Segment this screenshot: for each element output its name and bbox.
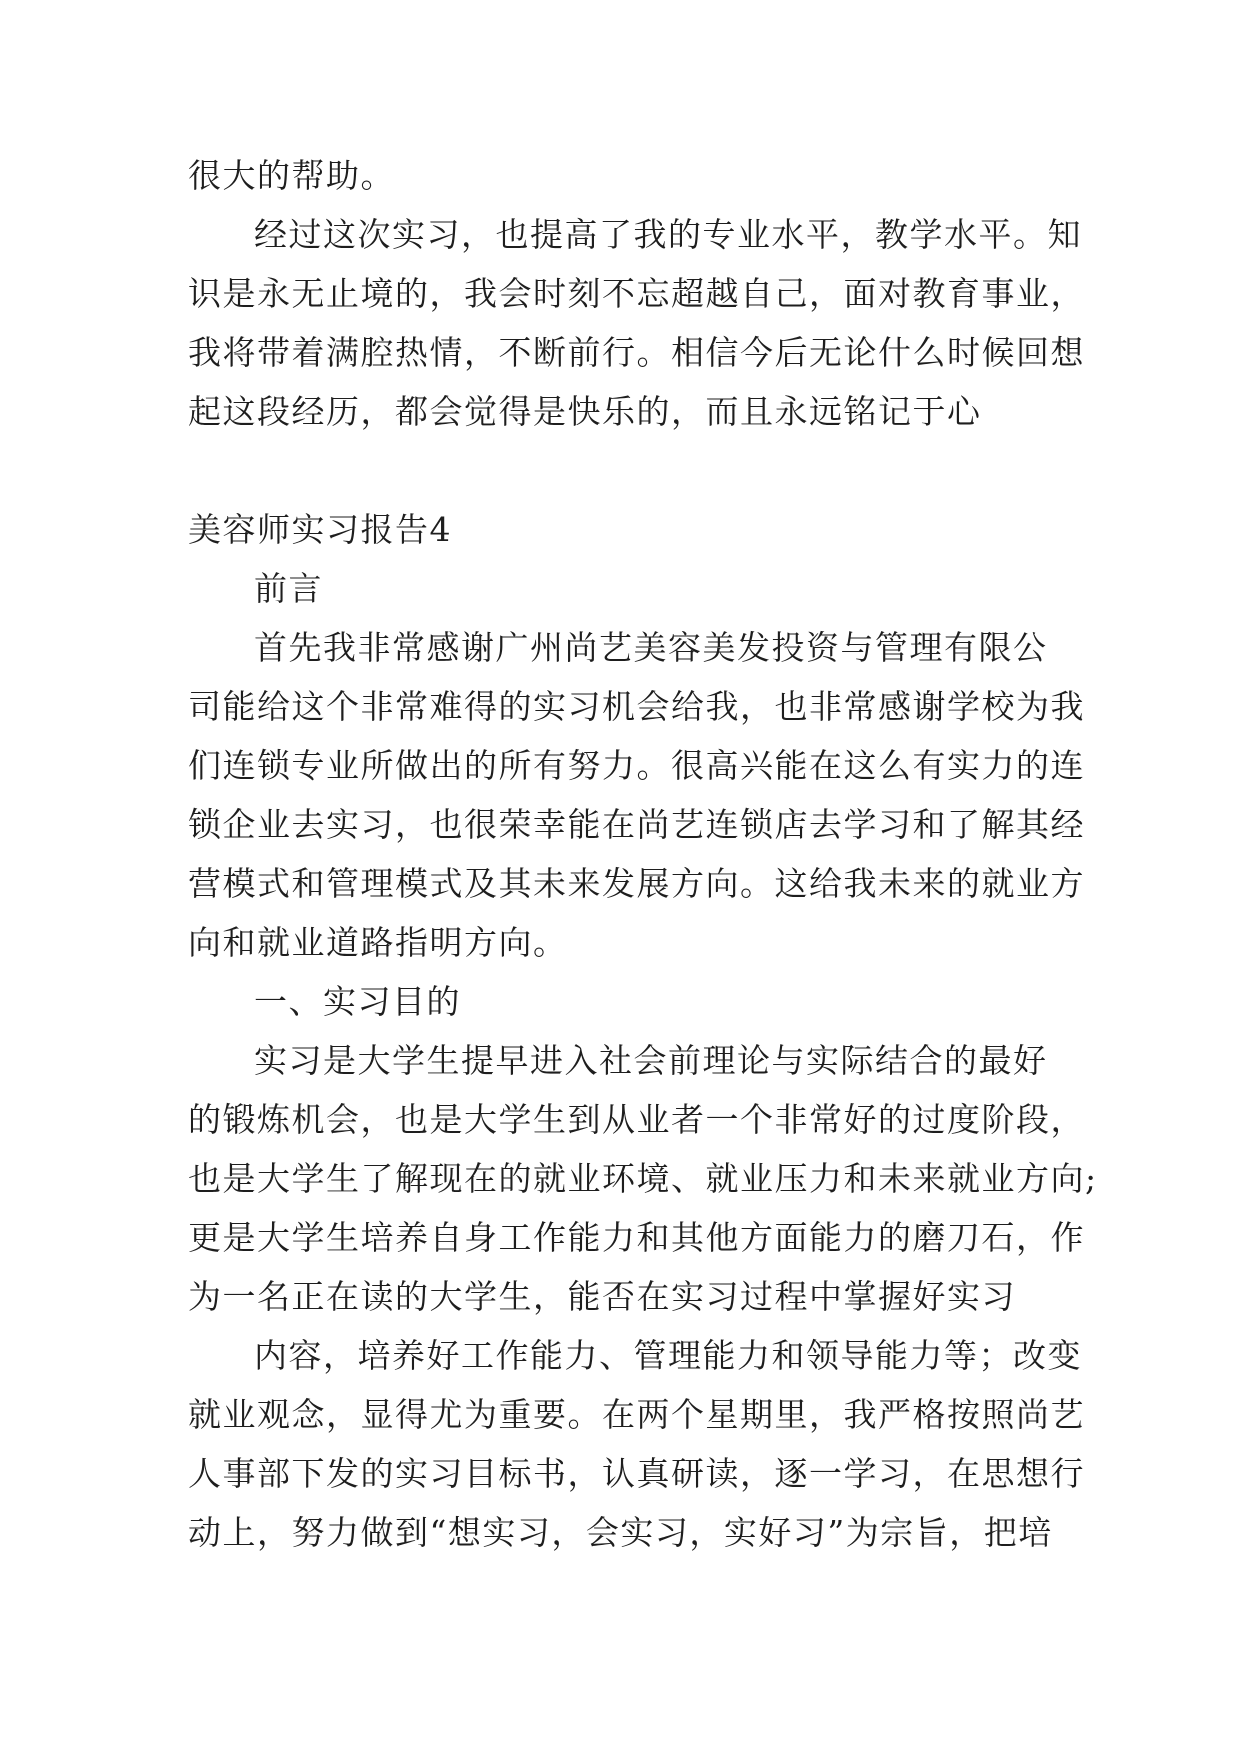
text-line: 就业观念，显得尤为重要。在两个星期里，我严格按照尚艺 [188,1395,1085,1434]
text-line: 很大的帮助。 [188,156,395,195]
subheading-preface: 前言 [254,569,323,608]
text-line: 们连锁专业所做出的所有努力。很高兴能在这么有实力的连 [188,746,1085,785]
text-line: 动上，努力做到“想实习，会实习，实好习”为宗旨，把培 [188,1513,1053,1552]
paragraph-start-line: 内容，培养好工作能力、管理能力和领导能力等；改变 [254,1336,1082,1375]
text-line: 我将带着满腔热情，不断前行。相信今后无论什么时候回想 [188,333,1085,372]
text-line: 识是永无止境的，我会时刻不忘超越自己，面对教育事业， [188,274,1085,313]
text-line: 的锻炼机会，也是大学生到从业者一个非常好的过度阶段， [188,1100,1085,1139]
text-line: 锁企业去实习，也很荣幸能在尚艺连锁店去学习和了解其经 [188,805,1085,844]
paragraph-start-line: 实习是大学生提早进入社会前理论与实际结合的最好 [254,1041,1048,1080]
text-line: 营模式和管理模式及其未来发展方向。这给我未来的就业方 [188,864,1085,903]
text-line: 为一名正在读的大学生，能否在实习过程中掌握好实习 [188,1277,1016,1316]
text-line: 人事部下发的实习目标书，认真研读，逐一学习，在思想行 [188,1454,1085,1493]
text-line: 也是大学生了解现在的就业环境、就业压力和未来就业方向; [188,1159,1098,1198]
subheading-purpose: 一、实习目的 [254,982,461,1021]
text-line: 司能给这个非常难得的实习机会给我，也非常感谢学校为我 [188,687,1085,726]
paragraph-start-line: 经过这次实习，也提高了我的专业水平，教学水平。知 [254,215,1082,254]
text-line: 起这段经历，都会觉得是快乐的，而且永远铭记于心 [188,392,982,431]
paragraph-start-line: 首先我非常感谢广州尚艺美容美发投资与管理有限公 [254,628,1048,667]
section-title: 美容师实习报告4 [188,510,452,549]
text-line: 更是大学生培养自身工作能力和其他方面能力的磨刀石，作 [188,1218,1085,1257]
text-line: 向和就业道路指明方向。 [188,923,568,962]
section-spacer [188,441,1068,500]
document-page [188,146,1098,1562]
